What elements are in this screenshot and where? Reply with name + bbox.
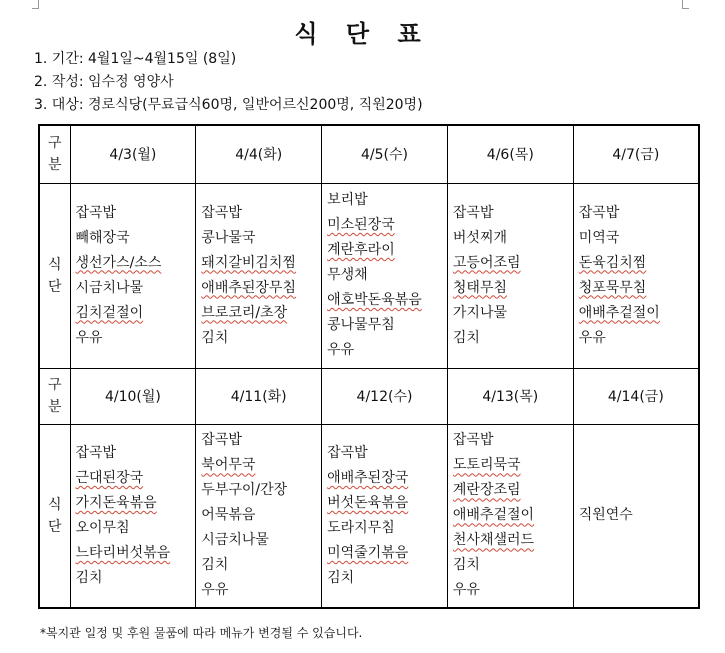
menu-item: 미역국 (578, 229, 620, 246)
menu-item: 가지나물 (452, 304, 507, 321)
week2-header-row (39, 368, 699, 424)
menu-item: 김치 (452, 329, 480, 346)
menu-cell (322, 424, 448, 608)
menu-item: 김치 (201, 329, 229, 346)
menu-cell (447, 424, 573, 608)
week1-header-row (39, 125, 699, 183)
menu-item: 잡곡밥 (452, 432, 494, 449)
menu-cell (447, 183, 573, 368)
menu-item: 보리밥 (327, 192, 368, 208)
menu-item: 청태무침 (452, 279, 507, 296)
menu-item: 잡곡밥 (201, 204, 242, 221)
day-header: 4/5(수) (322, 125, 448, 183)
menu-item: 가지돈육볶음 (75, 494, 157, 511)
menu-cell (322, 183, 448, 368)
menu-item: 김치 (201, 557, 229, 574)
menu-cell (70, 183, 196, 368)
menu-cell (573, 183, 699, 368)
menu-item: 버섯찌개 (452, 229, 507, 246)
row-label-sikdan (39, 183, 70, 368)
row-label-gubun (39, 368, 70, 424)
row-label-text: 식단 (47, 256, 62, 295)
row-label-sikdan (39, 424, 70, 608)
menu-cell (70, 424, 196, 608)
menu-item: 잡곡밥 (75, 444, 117, 461)
row-label-text: 구분 (47, 377, 62, 415)
menu-item: 고등어조림 (452, 254, 521, 271)
menu-item: 생선가스/소스 (75, 254, 162, 271)
day-header: 4/11(화) (196, 368, 322, 424)
menu-item: 콩나물국 (201, 229, 256, 246)
page-title: 식 단 표 (294, 20, 431, 48)
menu-item: 김치겉절이 (75, 304, 144, 321)
menu-item: 잡곡밥 (327, 444, 368, 461)
menu-item: 시금치나물 (201, 532, 269, 549)
day-header: 4/14(금) (573, 368, 699, 424)
menu-item: 빼해장국 (75, 229, 130, 246)
menu-item: 도토리묵국 (452, 457, 521, 474)
day-header: 4/7(금) (573, 125, 699, 183)
menu-item: 우유 (327, 342, 355, 358)
row-label-gubun (39, 125, 70, 183)
menu-item: 돈육김치찜 (578, 254, 647, 271)
day-header: 4/6(목) (447, 125, 573, 183)
menu-item: 돼지갈비김치찜 (201, 254, 296, 271)
menu-item: 우유 (452, 582, 480, 599)
day-header: 4/3(월) (70, 125, 196, 183)
day-header: 4/12(수) (322, 368, 448, 424)
menu-item: 미소된장국 (327, 217, 395, 233)
week2-menu-row (39, 424, 699, 608)
footnote: *복지관 일정 및 후원 물품에 따라 메뉴가 변경될 수 있습니다. (40, 626, 363, 640)
info-author: 2. 작성: 임수정 영양사 (34, 74, 174, 90)
day-header: 4/10(월) (70, 368, 196, 424)
page-corner-mark-right (682, 0, 689, 9)
menu-item: 도라지무침 (327, 519, 395, 536)
menu-item: 무생채 (327, 267, 368, 283)
info-target: 3. 대상: 경로식당(무료급식60명, 일반어르신200명, 직원20명) (34, 97, 423, 113)
menu-item: 김치 (327, 569, 355, 586)
menu-item: 버섯돈육볶음 (327, 494, 409, 511)
menu-item: 계란후라이 (327, 242, 395, 258)
menu-table (38, 124, 700, 609)
row-label-text: 식단 (47, 496, 62, 535)
menu-item: 잡곡밥 (75, 204, 117, 221)
menu-item: 오이무침 (75, 519, 130, 536)
menu-item: 계란장조림 (452, 482, 521, 499)
menu-item: 직원연수 (578, 507, 633, 524)
menu-item: 잡곡밥 (578, 204, 620, 221)
menu-item: 천사채샐러드 (452, 532, 535, 549)
row-label-text: 구분 (47, 135, 62, 174)
menu-item: 애배추겉절이 (578, 304, 660, 321)
menu-item: 느타리버섯볶음 (75, 544, 171, 561)
page-corner-mark-left (32, 0, 39, 9)
menu-item: 우유 (201, 582, 229, 599)
week1-menu-row (39, 183, 699, 368)
menu-item: 우유 (75, 329, 103, 346)
menu-item: 근대된장국 (75, 469, 144, 486)
menu-item: 김치 (75, 569, 103, 586)
menu-item: 두부구이/간장 (201, 482, 288, 499)
menu-item: 시금치나물 (75, 279, 144, 296)
day-header: 4/13(목) (447, 368, 573, 424)
menu-cell (573, 424, 699, 608)
menu-item: 북어무국 (201, 457, 256, 474)
menu-cell (196, 183, 322, 368)
menu-item: 애배추겉절이 (452, 507, 535, 524)
menu-item: 어묵볶음 (201, 507, 256, 524)
menu-item: 애배추된장무침 (201, 279, 296, 296)
menu-item: 청포묵무침 (578, 279, 647, 296)
menu-item: 잡곡밥 (201, 432, 242, 449)
menu-item: 브로코리/초장 (201, 304, 288, 321)
menu-item: 애배추된장국 (327, 469, 409, 486)
menu-cell (196, 424, 322, 608)
day-header: 4/4(화) (196, 125, 322, 183)
menu-item: 콩나물무침 (327, 317, 395, 333)
menu-item: 미역줄기볶음 (327, 544, 409, 561)
menu-item: 우유 (578, 329, 606, 346)
menu-item: 애호박돈육볶음 (327, 292, 422, 308)
info-period: 1. 기간: 4월1일~4월15일 (8일) (34, 51, 237, 67)
menu-item: 김치 (452, 557, 480, 574)
menu-item: 잡곡밥 (452, 204, 494, 221)
